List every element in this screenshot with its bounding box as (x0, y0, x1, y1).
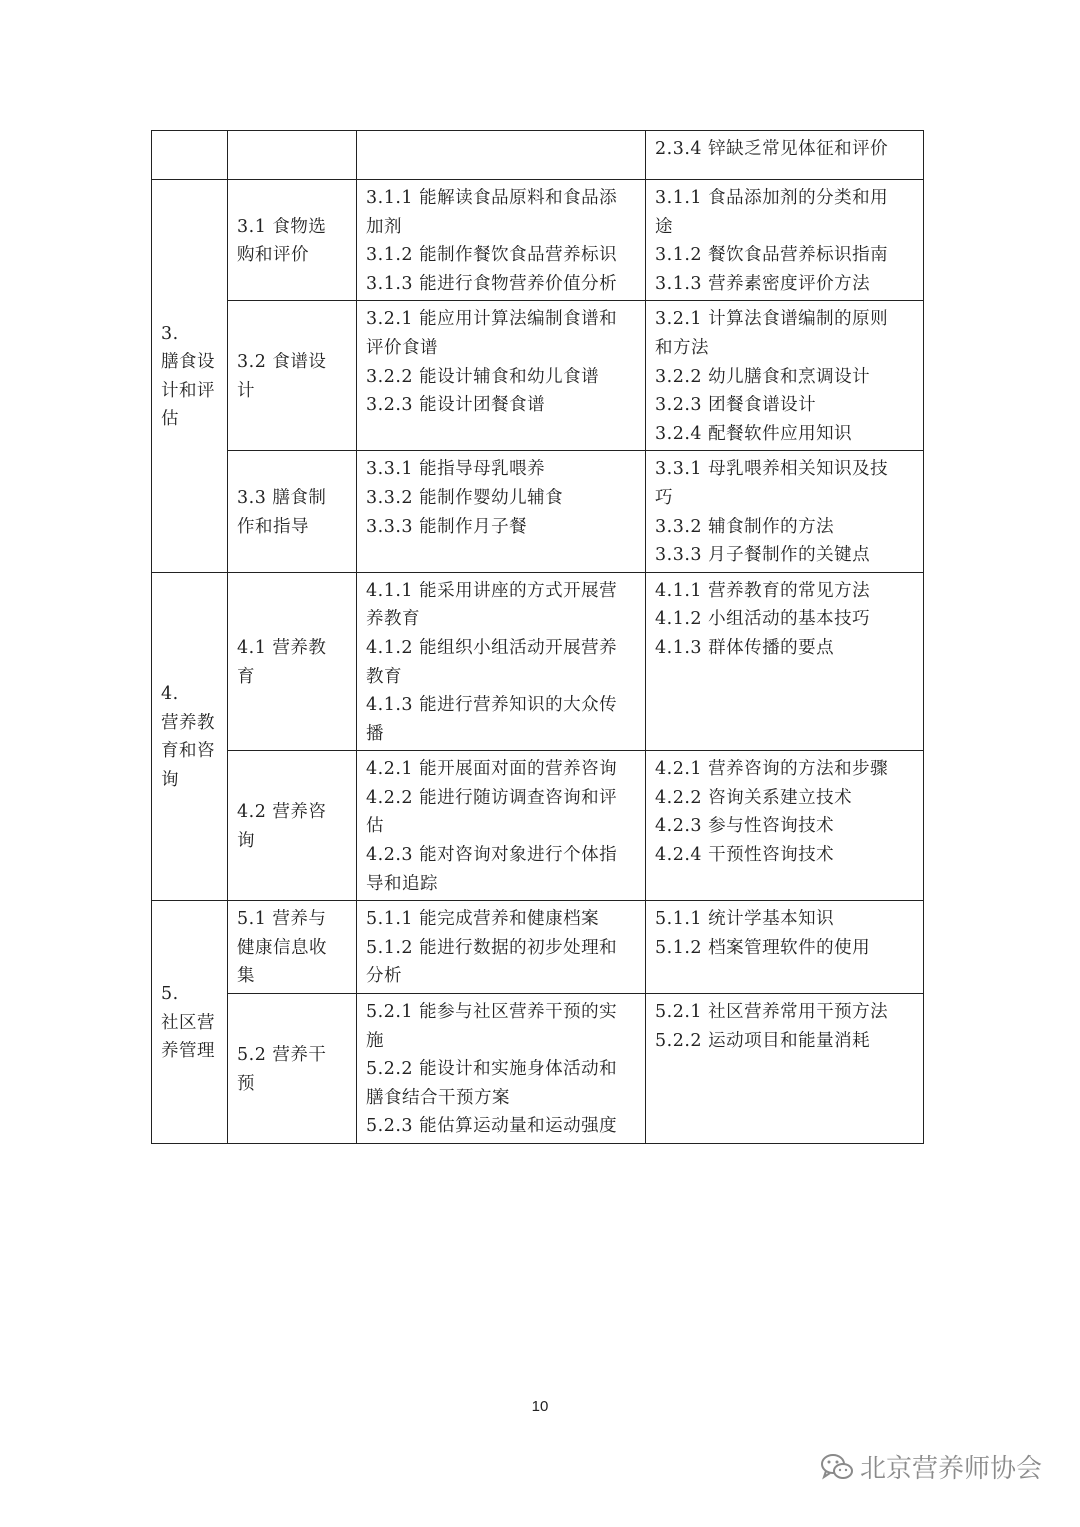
cell-line: 购和评价 (237, 245, 309, 266)
cell-line: 2.3.4 锌缺乏常见体征和评价 (655, 139, 889, 159)
cell-line: 导和追踪 (366, 873, 438, 894)
cell-line: 巧 (655, 487, 673, 508)
cell-skills (357, 901, 646, 994)
curriculum-table (151, 130, 924, 1144)
cell-module (228, 301, 357, 451)
cell-line: 3.1.3 能进行食物营养价值分析 (366, 273, 618, 294)
cell-skills (357, 180, 646, 301)
cell-skills (357, 301, 646, 451)
cell-line: 育 (237, 666, 255, 687)
cell-skills (357, 751, 646, 901)
cell-skills (357, 451, 646, 572)
cell-skills (357, 572, 646, 751)
cell-line: 养管理 (161, 1041, 215, 1062)
cell-line: 3.2 食谱设 (237, 352, 327, 373)
cell-line: 3.2.3 团餐食谱设计 (655, 395, 817, 416)
cell-area (152, 901, 228, 1144)
cell-line: 加剂 (366, 216, 402, 237)
table-row (152, 751, 924, 901)
cell-line: 5.1.2 档案管理软件的使用 (655, 937, 871, 958)
cell-line: 4.1 营养教 (237, 637, 327, 658)
cell-line: 育和咨 (161, 741, 215, 762)
cell-line: 5.1.1 能完成营养和健康档案 (366, 909, 600, 930)
cell-line: 3.1.2 能制作餐饮食品营养标识 (366, 245, 618, 266)
cell-line: 5.1.1 统计学基本知识 (655, 909, 835, 930)
table-row (152, 572, 924, 751)
cell-module (228, 180, 357, 301)
cell-line: 3.2.2 能设计辅食和幼儿食谱 (366, 366, 600, 387)
cell-line: 3.1.1 能解读食品原料和食品添 (366, 188, 618, 208)
cell-line: 养教育 (366, 609, 420, 630)
cell-line: 教育 (366, 666, 402, 687)
cell-area (152, 131, 228, 180)
cell-line: 4.2.2 咨询关系建立技术 (655, 787, 853, 808)
cell-line: 3.2.2 幼儿膳食和烹调设计 (655, 366, 871, 387)
cell-line: 社区营 (161, 1012, 215, 1033)
cell-line: 4. (161, 684, 179, 705)
cell-knowledge (646, 751, 924, 901)
cell-line: 和方法 (655, 337, 709, 358)
cell-line: 3.2.3 能设计团餐食谱 (366, 395, 546, 416)
cell-line: 计 (237, 380, 255, 401)
cell-line: 3.3.3 能制作月子餐 (366, 516, 528, 537)
cell-line: 分析 (366, 966, 402, 987)
cell-module (228, 451, 357, 572)
cell-line: 5.2.3 能估算运动量和运动强度 (366, 1116, 618, 1137)
cell-line: 询 (237, 830, 255, 851)
cell-line: 3.1.3 营养素密度评价方法 (655, 273, 871, 294)
cell-module (228, 131, 357, 180)
cell-line: 预 (237, 1073, 255, 1094)
cell-area (152, 180, 228, 573)
cell-knowledge (646, 180, 924, 301)
table-row (152, 901, 924, 994)
cell-line: 3.3.1 能指导母乳喂养 (366, 459, 546, 480)
cell-line: 膳食结合干预方案 (366, 1087, 510, 1108)
cell-line: 5.2 营养干 (237, 1044, 327, 1065)
page-number: 10 (531, 1398, 549, 1415)
cell-line: 5. (161, 984, 179, 1005)
watermark (820, 1448, 1042, 1485)
cell-line: 5.1 营养与 (237, 909, 327, 930)
cell-line: 3.3.2 能制作婴幼儿辅食 (366, 487, 564, 508)
cell-line: 计和评 (161, 380, 215, 401)
watermark-text: 北京营养师协会 (860, 1453, 1043, 1483)
cell-line: 4.2.1 能开展面对面的营养咨询 (366, 759, 618, 780)
cell-line: 途 (655, 216, 673, 237)
cell-line: 5.1.2 能进行数据的初步处理和 (366, 937, 618, 958)
cell-line: 3.2.1 计算法食谱编制的原则 (655, 309, 889, 330)
cell-line: 3.2.4 配餐软件应用知识 (655, 423, 853, 444)
cell-line: 4.1.1 营养教育的常见方法 (655, 580, 871, 601)
cell-line: 3.3.1 母乳喂养相关知识及技 (655, 459, 889, 480)
cell-line: 3.3 膳食制 (237, 487, 327, 508)
cell-line: 营养教 (161, 712, 215, 733)
cell-line: 3.3.3 月子餐制作的关键点 (655, 545, 871, 566)
cell-line: 3.1.1 食品添加剂的分类和用 (655, 188, 889, 208)
cell-line: 估 (366, 816, 384, 837)
cell-line: 膳食设 (161, 352, 215, 373)
cell-knowledge (646, 131, 924, 180)
cell-line: 健康信息收 (237, 937, 327, 958)
cell-line: 4.1.3 能进行营养知识的大众传 (366, 695, 618, 716)
cell-line: 估 (161, 409, 179, 430)
cell-line: 播 (366, 723, 384, 744)
cell-knowledge (646, 901, 924, 994)
cell-skills (357, 131, 646, 180)
cell-line: 4.1.3 群体传播的要点 (655, 637, 835, 658)
cell-line: 4.1.2 小组活动的基本技巧 (655, 609, 871, 630)
cell-line: 5.2.2 能设计和实施身体活动和 (366, 1059, 618, 1080)
cell-line: 4.1.1 能采用讲座的方式开展营 (366, 580, 618, 601)
cell-line: 作和指导 (237, 516, 309, 537)
cell-line: 4.2 营养咨 (237, 802, 327, 823)
cell-line: 集 (237, 966, 255, 987)
cell-module (228, 572, 357, 751)
cell-line: 评价食谱 (366, 337, 438, 358)
cell-knowledge (646, 301, 924, 451)
cell-knowledge (646, 572, 924, 751)
table-row (152, 451, 924, 572)
table-row (152, 180, 924, 301)
table-row (152, 131, 924, 180)
cell-line: 4.2.3 能对咨询对象进行个体指 (366, 845, 618, 866)
cell-line: 3.1 食物选 (237, 216, 327, 237)
cell-area (152, 572, 228, 901)
cell-skills (357, 994, 646, 1144)
cell-line: 施 (366, 1030, 384, 1051)
cell-module (228, 751, 357, 901)
wechat-icon (820, 1452, 854, 1482)
cell-line: 5.2.1 能参与社区营养干预的实 (366, 1002, 618, 1023)
cell-knowledge (646, 451, 924, 572)
cell-line: 4.2.3 参与性咨询技术 (655, 816, 835, 837)
cell-line: 4.1.2 能组织小组活动开展营养 (366, 637, 618, 658)
cell-line: 3.2.1 能应用计算法编制食谱和 (366, 309, 618, 330)
cell-line: 5.2.1 社区营养常用干预方法 (655, 1002, 889, 1023)
cell-knowledge (646, 994, 924, 1144)
cell-module (228, 901, 357, 994)
cell-line: 4.2.4 干预性咨询技术 (655, 845, 835, 866)
table-row (152, 301, 924, 451)
cell-line: 5.2.2 运动项目和能量消耗 (655, 1030, 871, 1051)
cell-line: 3.1.2 餐饮食品营养标识指南 (655, 245, 889, 266)
cell-line: 3.3.2 辅食制作的方法 (655, 516, 835, 537)
cell-line: 询 (161, 770, 179, 791)
cell-module (228, 994, 357, 1144)
cell-line: 4.2.2 能进行随访调查咨询和评 (366, 787, 618, 808)
table-row (152, 994, 924, 1144)
cell-line: 4.2.1 营养咨询的方法和步骤 (655, 759, 889, 780)
cell-line: 3. (161, 323, 179, 344)
